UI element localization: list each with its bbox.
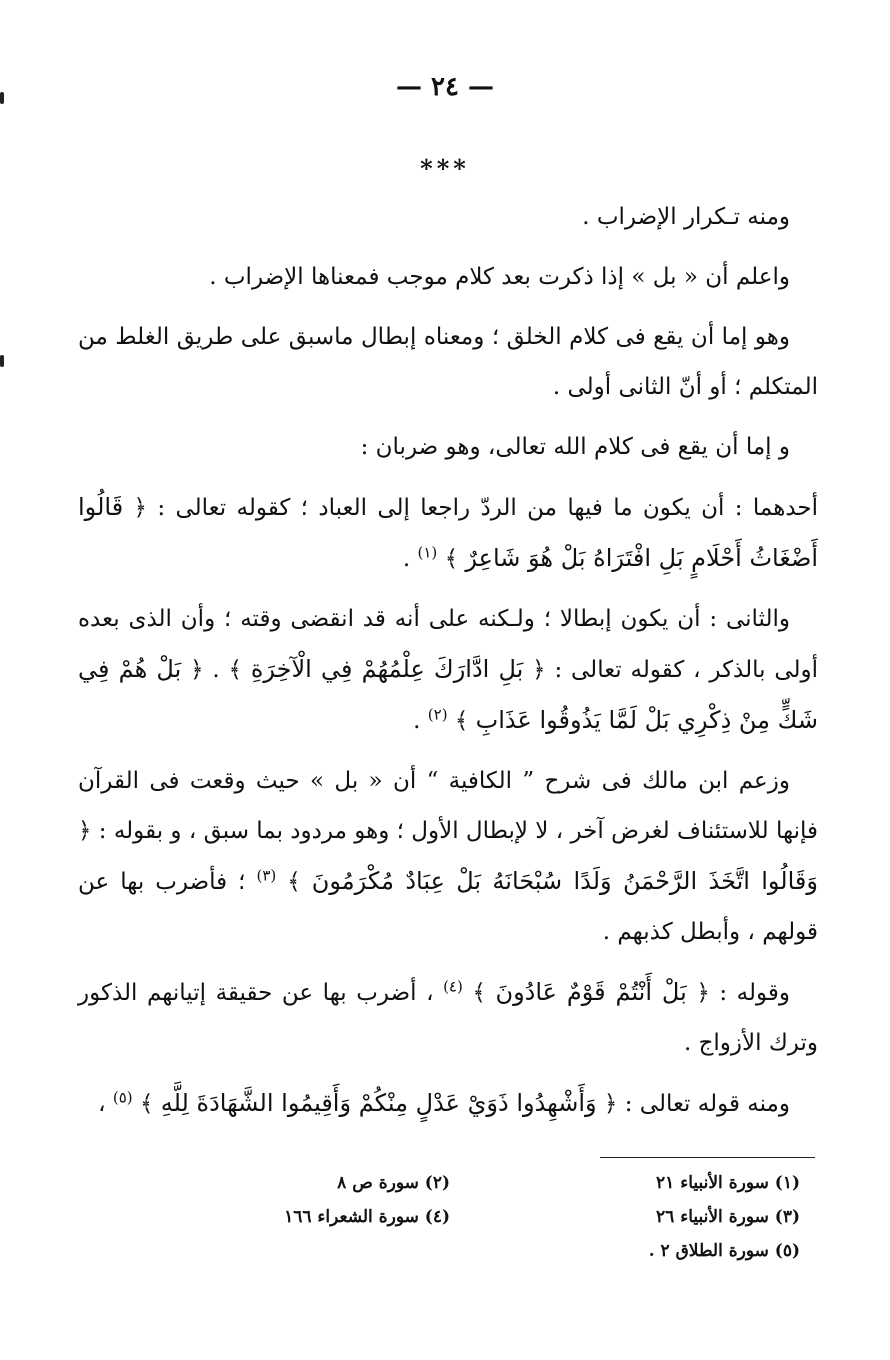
footnote-item: (٥) سورة الطلاق ٢ . [648,1241,800,1261]
footnote-ref[interactable]: (٢) [427,705,448,724]
quran-verse: بَلْ هُمْ فِي شَكٍّ مِنْ ذِكْرِي بَلْ لَمَّا يَذُوقُوا عَذَابِ [78,655,818,734]
footnote-item: (١) سورة الأنبياء ٢١ [656,1173,800,1193]
paragraph-text: أحدهما : أن يكون ما فيها من الردّ راجعا إلى العباد ؛ كقوله تعالى : ﴿ [133,495,819,521]
paragraph [78,482,818,584]
paragraph [78,756,818,957]
paragraph-text: ؛ فأضرب بها عن قولهم ، وأبطل كذبهم . [78,869,818,945]
quran-verse: بَلِ ادَّارَكَ عِلْمُهُمْ فِي الْآخِرَةِ [250,655,524,683]
footnote-item [150,1234,450,1268]
quran-verse: بَلْ أَنْتُمْ قَوْمٌ عَادُونَ [495,978,687,1006]
paragraph [78,252,818,302]
paragraph-text: ، أضرب بها عن حقيقة إتيانهم الذكور وترك الأزواج . [78,980,818,1056]
paragraph-text: ومنه قوله تعالى : ﴿ [603,1091,790,1117]
footnote-row [150,1234,800,1268]
verse-bracket: ﴾ [287,869,301,895]
verse-bracket: ﴾ [444,546,459,572]
page-number: — ٢٤ — [395,72,495,102]
paragraph-text: ، [98,1091,113,1117]
paragraph [78,312,818,412]
paragraph [78,422,818,472]
paragraph-text: واعلم أن « بل » إذا ذكرت بعد كلام موجب فمعناها الإضراب . [209,264,790,290]
verse-bracket: ﴾ [139,1091,154,1117]
footnotes [150,1166,800,1268]
scan-edge-mark [0,355,4,367]
paragraph [78,967,818,1068]
footnote-row [150,1166,800,1200]
footnote-item: (٣) سورة الأنبياء ٢٦ [656,1207,800,1227]
paragraph-text: و إما أن يقع فى كلام الله تعالى، وهو ضربان : [360,434,790,460]
paragraph-text: . [402,546,418,572]
footnote-ref[interactable]: (٥) [112,1088,133,1107]
footnote-ref[interactable]: (٤) [443,977,463,996]
footnote-ref[interactable]: (٣) [256,866,277,885]
body-text [78,192,818,1139]
paragraph-text: والثانى : أن يكون إبطالا ؛ ولـكنه على أنه قد انقضى وقته ؛ وأن الذى بعده أولى بالذكر ، كقوله تعالى : ﴿ [78,606,819,683]
paragraph [78,594,818,746]
footnote-ref[interactable]: (١) [417,543,438,562]
section-separator: *** [420,154,470,183]
paragraph-text: . [413,708,428,734]
footnote-item: (٤) سورة الشعراء ١٦٦ [284,1207,450,1227]
quran-verse: وَقَالُوا اتَّخَذَ الرَّحْمَنُ وَلَدًا سُبْحَانَهُ بَلْ عِبَادٌ مُكْرَمُونَ [311,867,818,895]
footnote-item: (٢) سورة ص ٨ [337,1173,450,1193]
paragraph-text: وقوله : ﴿ [696,980,791,1006]
verse-bracket: ﴾ . ﴿ [190,657,242,683]
footnote-row [150,1200,800,1234]
paragraph [78,192,818,242]
quran-verse: قَالُوا أَضْغَاثُ أَحْلَامٍ بَلِ افْتَرَاهُ بَلْ هُوَ شَاعِرٌ [78,493,818,572]
paragraph-text: وهو إما أن يقع فى كلام الخلق ؛ ومعناه إبطال ماسبق على طريق الغلط من المتكلم ؛ أو أنّ الثانى أولى . [78,324,818,400]
quran-verse: وَأَشْهِدُوا ذَوَيْ عَدْلٍ مِنْكُمْ وَأَقِيمُوا الشَّهَادَةَ لِلَّهِ [160,1089,597,1117]
verse-bracket: ﴾ [472,980,486,1006]
paragraph [78,1078,818,1129]
paragraph-text: وزعم ابن مالك فى شرح ” الكافية “ أن « بل » حيث وقعت فى القرآن فإنها للاستئناف لغرض آخر ، لا لإبطال الأول ؛ وهو مردود بما سبق ، و بقوله : ﴿ [78,768,818,844]
paragraph-text: ومنه تـكرار الإضراب . [582,204,790,230]
footnote-divider [600,1157,815,1158]
verse-bracket: ﴾ [454,708,469,734]
